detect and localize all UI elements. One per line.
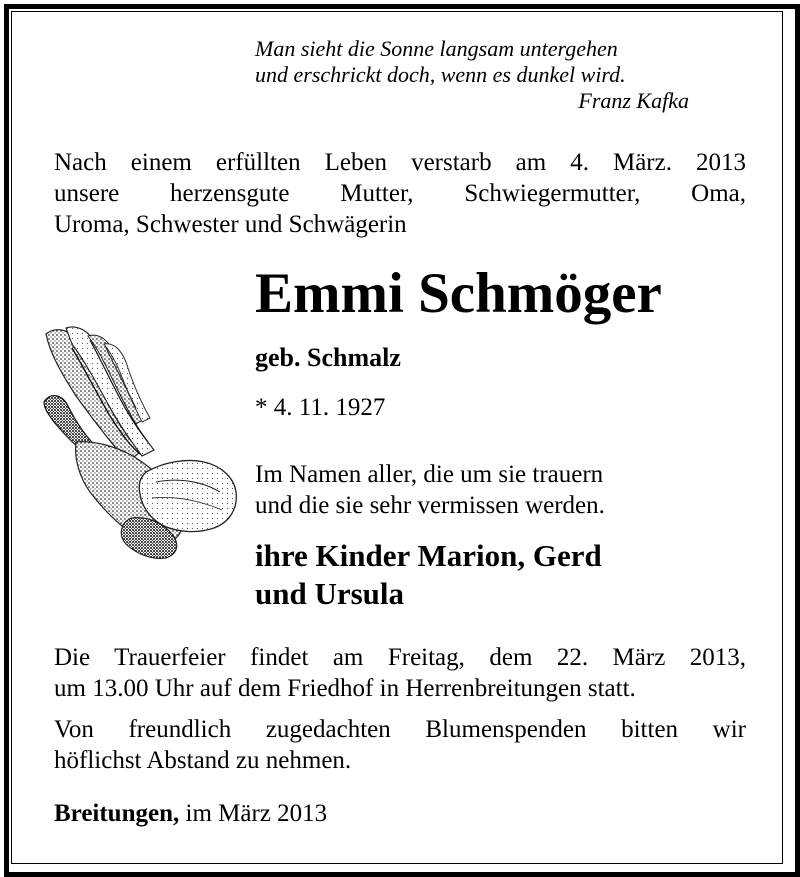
flowers-line-2: höflichst Abstand zu nehmen.	[54, 747, 352, 774]
flowers-line-1: Von freundlich zugedachten Blumenspenden bitten wir	[54, 716, 746, 743]
quote-line-2: und erschrickt doch, wenn es dunkel wird.	[255, 62, 626, 87]
deceased-name: Emmi Schmöger	[255, 262, 662, 325]
kafka-quote	[255, 36, 695, 114]
children-names	[255, 537, 602, 613]
mourners-text	[255, 459, 605, 521]
funeral-info	[54, 642, 746, 704]
signature-place: Breitungen,	[54, 800, 180, 827]
praying-hands-icon	[36, 322, 240, 560]
quote-author: Franz Kafka	[578, 88, 689, 113]
mourners-line-1: Im Namen aller, die um sie trauern	[255, 461, 604, 488]
signature-date: im März 2013	[185, 800, 328, 827]
birth-name: geb. Schmalz	[255, 343, 401, 372]
quote-line-1: Man sieht die Sonne langsam untergehen	[255, 36, 618, 61]
intro-paragraph	[54, 147, 746, 240]
children-line-1: ihre Kinder Marion, Gerd	[255, 538, 602, 573]
funeral-line-2: um 13.00 Uhr auf dem Friedhof in Herrenbreitungen statt.	[54, 675, 636, 702]
signature	[54, 798, 327, 829]
flowers-note	[54, 714, 746, 776]
children-line-2: und Ursula	[255, 576, 405, 611]
funeral-line-1: Die Trauerfeier findet am Freitag, dem 22. März 2013,	[54, 644, 746, 671]
intro-line-3: Uroma, Schwester und Schwägerin	[54, 211, 407, 238]
intro-line-1: Nach einem erfüllten Leben verstarb am 4. März. 2013	[54, 149, 746, 176]
mourners-line-2: und die sie sehr vermissen werden.	[255, 492, 605, 519]
birth-date: * 4. 11. 1927	[255, 394, 386, 421]
intro-line-2: unsere herzensgute Mutter, Schwiegermutter, Oma,	[54, 180, 746, 207]
